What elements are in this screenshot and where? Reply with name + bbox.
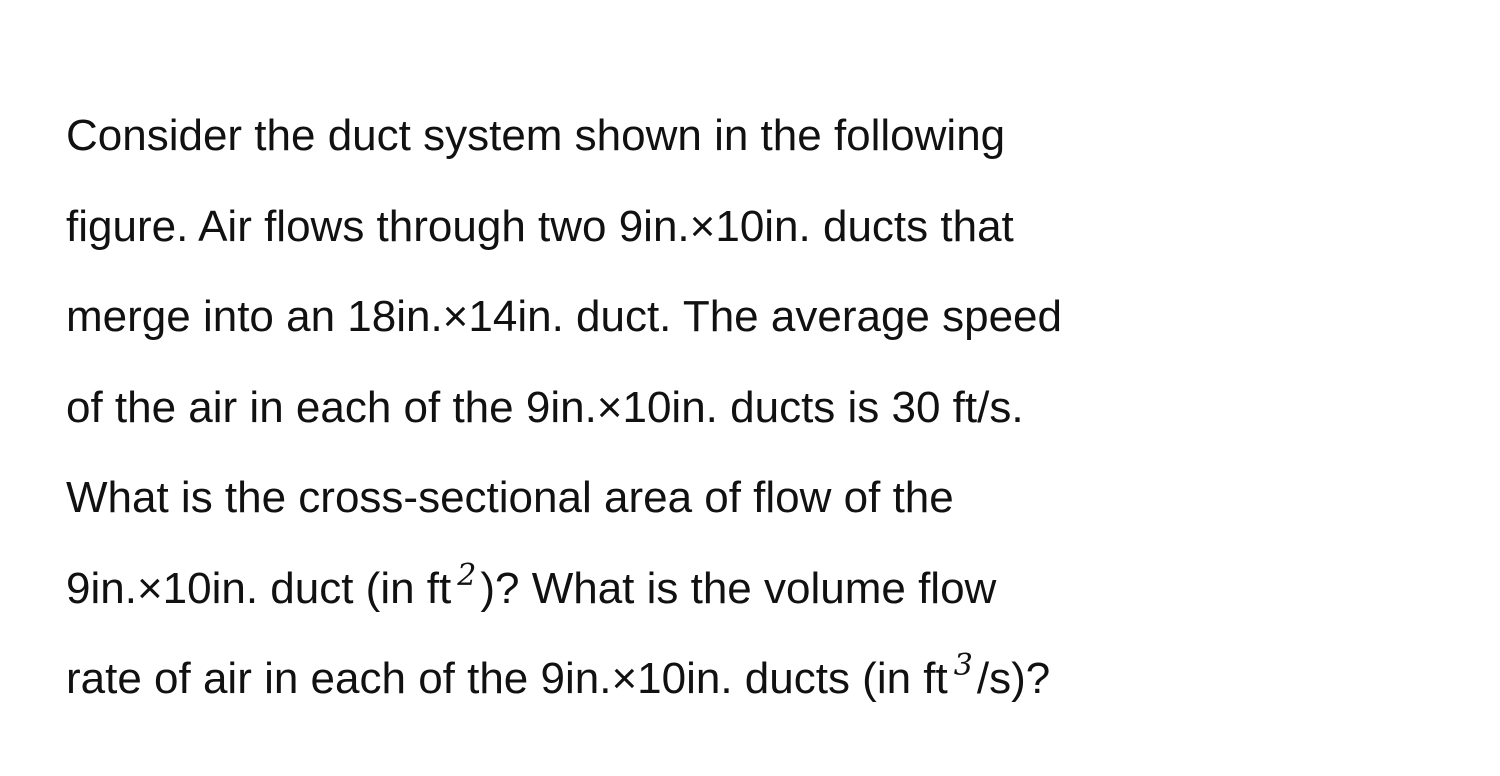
area-unit-exponent: 2 — [457, 557, 477, 593]
line-7-text-after: /s)? — [976, 654, 1051, 703]
question-line-4: of the air in each of the 9in.×10in. ducts is 30 ft/s. — [66, 382, 1024, 432]
question-line-6 — [66, 544, 1456, 635]
question-line-7 — [66, 634, 1456, 725]
question-line-3: merge into an 18in.×14in. duct. The average speed — [66, 292, 1062, 341]
line-6-text-before: 9in.×10in. duct (in ft — [66, 563, 452, 613]
line-6-text-after: )? What is the volume flow — [480, 563, 997, 613]
volume-unit-exponent: 3 — [953, 648, 973, 683]
question-line-2: figure. Air flows through two 9in.×10in. ducts that — [66, 201, 1014, 251]
line-7-text-before: rate of air in each of the 9in.×10in. ducts (in ft — [66, 654, 948, 703]
question-line-1: Consider the duct system shown in the following — [66, 111, 1006, 160]
question-text — [66, 91, 1456, 725]
question-line-5: What is the cross-sectional area of flow of the — [66, 473, 954, 522]
